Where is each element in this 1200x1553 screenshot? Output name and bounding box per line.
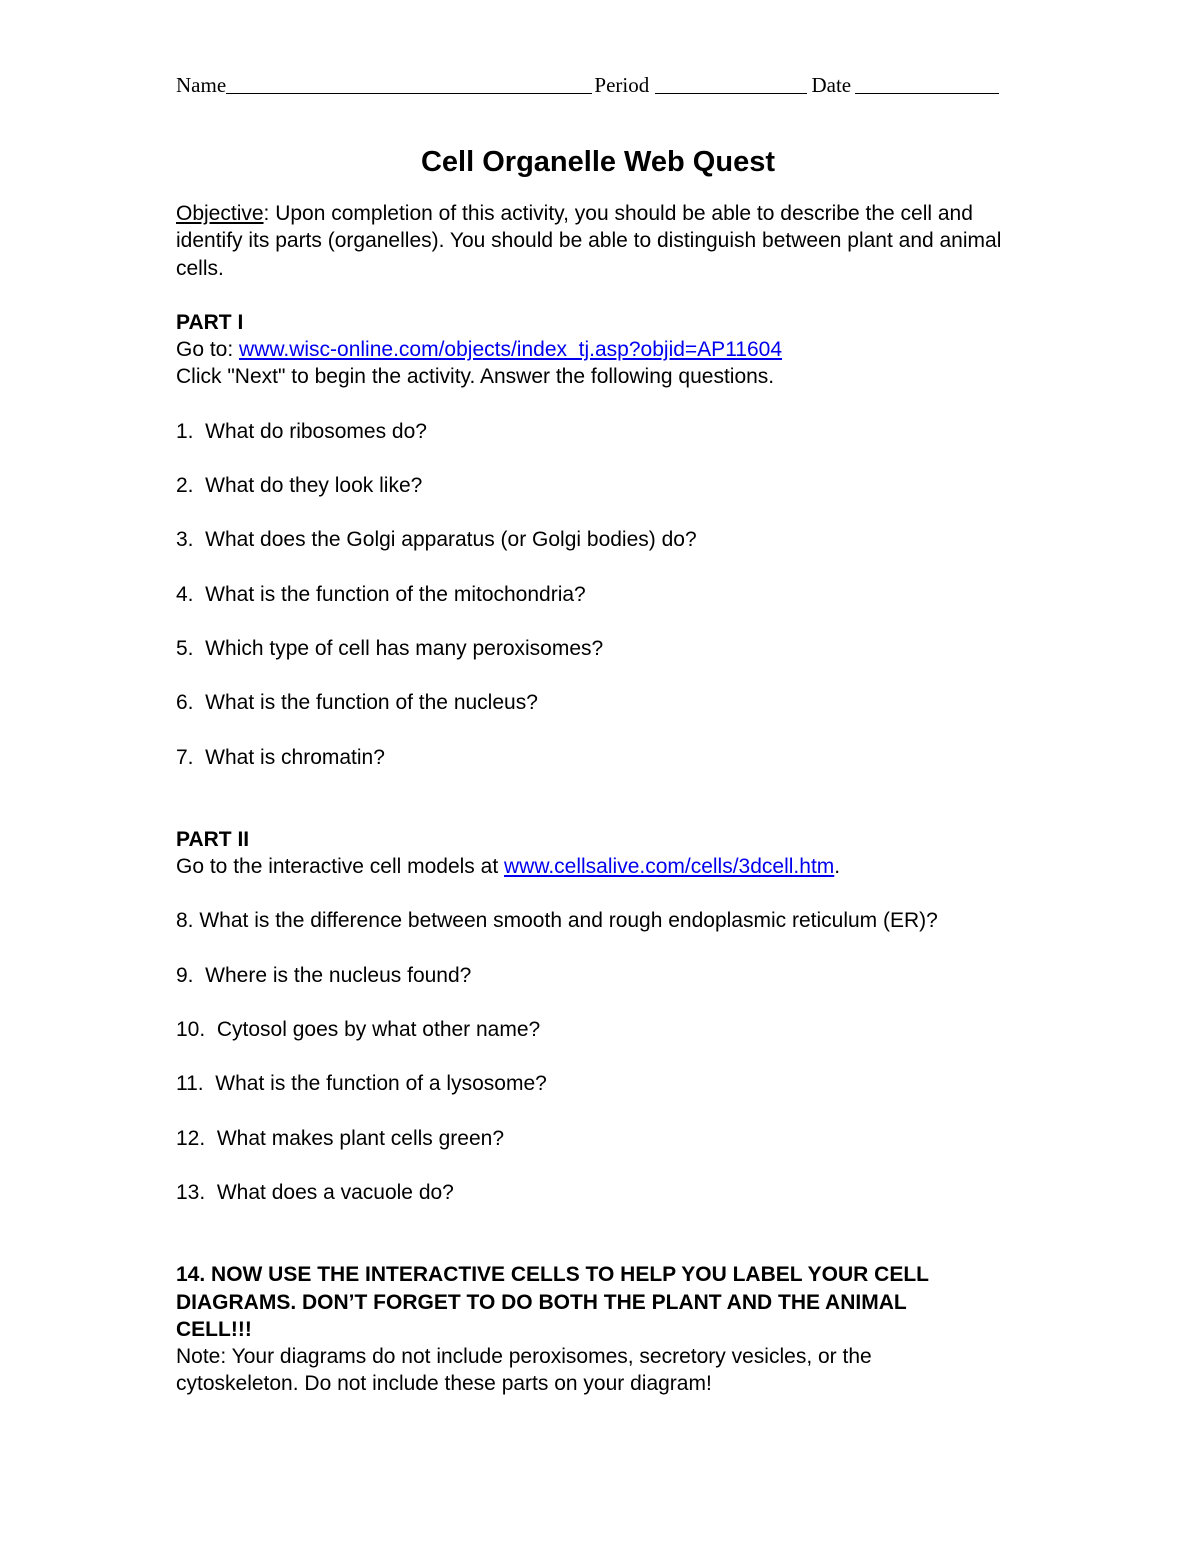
part1-heading: PART I <box>176 310 244 334</box>
question-9: 9. Where is the nucleus found? <box>176 963 472 987</box>
question-12: 12. What makes plant cells green? <box>176 1126 505 1150</box>
question-11: 11. What is the function of a lysosome? <box>176 1072 547 1096</box>
question-7: 7. What is chromatin? <box>176 745 385 769</box>
date-blank <box>855 71 999 94</box>
question-6: 6. What is the function of the nucleus? <box>176 691 538 715</box>
question-10: 10. Cytosol goes by what other name? <box>176 1018 541 1042</box>
part1-goto <box>176 336 1026 363</box>
question-4: 4. What is the function of the mitochondria? <box>176 582 586 606</box>
part1-goto-prefix: Go to: <box>176 338 240 362</box>
name-blank <box>226 71 592 94</box>
objective-text: : Upon completion of this activity, you should be able to describe the cell and identify its parts (organelles). You should be able to distinguish between plant and animal cells. <box>176 202 1002 280</box>
final-instruction: 14. NOW USE THE INTERACTIVE CELLS TO HELP YOU LABEL YOUR CELL DIAGRAMS. DON’T FORGET TO DO BOTH THE PLANT AND THE ANIMAL CELL!!! <box>176 1263 929 1341</box>
worksheet <box>176 70 1026 1398</box>
objective <box>176 200 1026 282</box>
part1-instruction: Click "Next" to begin the activity. Answer the following questions. <box>176 365 775 389</box>
cellsalive-link[interactable]: www.cellsalive.com/cells/3dcell.htm <box>504 855 835 879</box>
part2-intro-suffix: . <box>834 855 841 879</box>
name-label: Name <box>176 73 227 97</box>
question-8: 8. What is the difference between smooth and rough endoplasmic reticulum (ER)? <box>176 909 938 933</box>
objective-label: Objective <box>176 202 264 225</box>
question-1: 1. What do ribosomes do? <box>176 419 427 443</box>
part2-intro <box>176 853 1026 880</box>
part2-intro-prefix: Go to the interactive cell models at <box>176 855 504 879</box>
question-3: 3. What does the Golgi apparatus (or Golgi bodies) do? <box>176 528 697 552</box>
period-label: Period <box>594 73 650 97</box>
page-title: Cell Organelle Web Quest <box>420 146 775 178</box>
part2-heading: PART II <box>176 827 250 851</box>
date-label: Date <box>811 73 852 97</box>
wisc-online-link[interactable]: www.wisc-online.com/objects/index_tj.asp?objid=AP11604 <box>239 338 783 362</box>
final-note: Note: Your diagrams do not include peroxisomes, secretory vesicles, or the cytoskeleton. Do not include these parts on your diagram! <box>176 1345 872 1396</box>
question-13: 13. What does a vacuole do? <box>176 1180 454 1204</box>
period-blank <box>655 71 807 94</box>
question-5: 5. Which type of cell has many peroxisomes? <box>176 636 604 660</box>
question-2: 2. What do they look like? <box>176 474 423 498</box>
header-line <box>176 70 1026 100</box>
